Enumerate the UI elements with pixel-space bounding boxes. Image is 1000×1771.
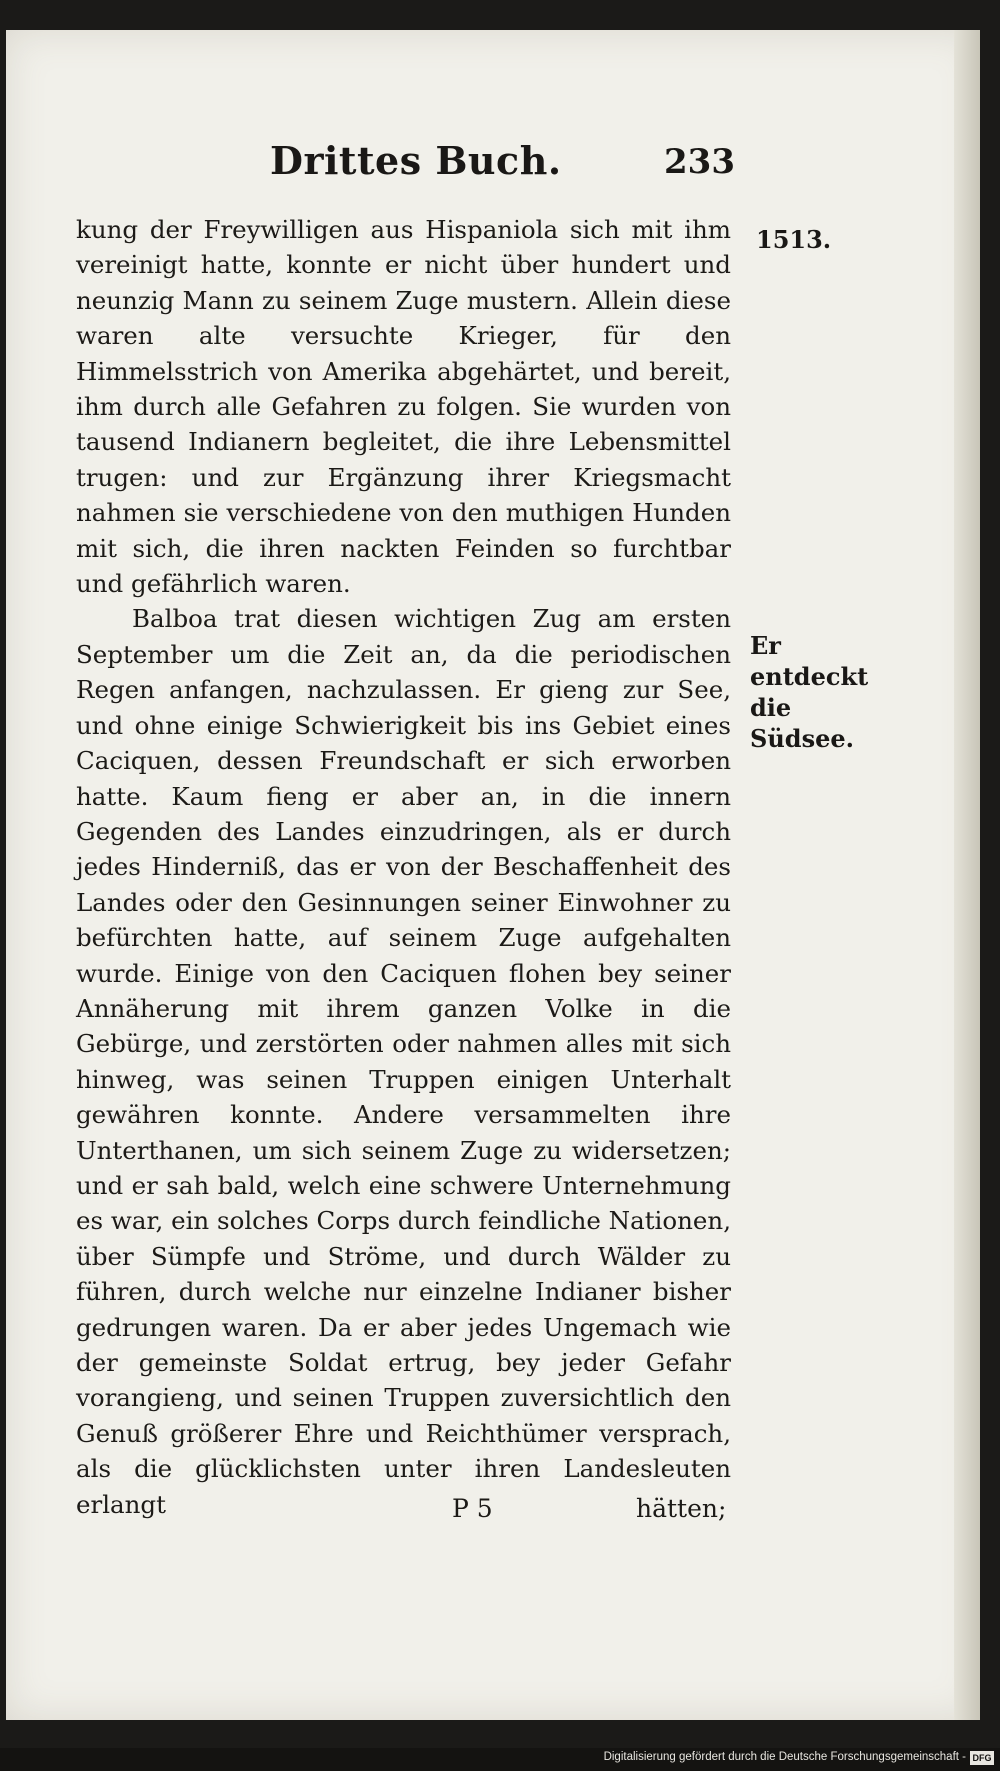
page-spine-shadow — [954, 30, 980, 1720]
margin-note-discovery: Er entdeckt die Südsee. — [750, 631, 869, 753]
paragraph-1: kung der Freywilligen aus Hispaniola sich mit ihm vereinigt hatte, konnte er nicht über hundert und neunzig Mann zu seinem Zuge mustern. Allein diese waren alte versuchte Krieger, für den Himmelsstrich von Amerika abgehärtet, und bereit, ihm durch alle Gefahren zu folgen. Sie wurden von tausend Indianern begleitet, die ihre Lebensmittel trugen: und zur Ergänzung ihrer Kriegsmacht nahmen sie verschiedene von den muthigen Hunden mit sich, die ihren nackten Feinden so furchtbar und gefährlich waren. — [76, 215, 731, 599]
dfg-logo: DFG — [970, 1751, 994, 1765]
attribution-text: Digitalisierung gefördert durch die Deutsche Forschungsgemeinschaft - — [603, 1751, 966, 1763]
page-number: 233 — [664, 142, 735, 182]
paragraph-2: Balboa trat diesen wichtigen Zug am ersten September um die Zeit an, da die periodischen Regen anfangen, nachzulassen. Er gieng zur See, und ohne einige Schwierigkeit bis ins Gebiet eines Caciquen, dessen Freundschaft er sich erworben hatte. Kaum fieng er aber an, in die innern Gegenden des Landes einzudringen, als er durch jedes Hinderniß, das er von der Beschaffenheit des Landes oder den Gesinnungen seiner Einwohner zu befürchten hatte, auf seinem Zuge aufgehalten wurde. Einige von den Caciquen flohen bey seiner Annäherung mit ihrem ganzen Volke in die Gebürge, und zerstörten oder nahmen alles mit sich hinweg, was seinen Truppen einigen Unterhalt gewähren konnte. Andere versammelten ihre Unterthanen, um sich seinem Zuge zu widersetzen; und er sah bald, welch eine schwere Unternehmung es war, ein solches Corps durch feindliche Nationen, über Sümpfe und Ströme, und durch Wälder zu führen, durch welche nur einzelne Indianer bisher gedrungen waren. Da er aber jedes Ungemach wie der gemeinste Soldat ertrug, bey jeder Gefahr vorangieng, und seinen Truppen zuversichtlich den Genuß größerer Ehre und Reichthümer versprach, als die glücklichsten unter ihren Landesleuten erlangt — [76, 604, 731, 1519]
signature-mark: P 5 — [452, 1494, 493, 1523]
running-head-title: Drittes Buch. — [270, 138, 562, 183]
main-text-block — [76, 212, 731, 1522]
catchword: hätten; — [636, 1494, 727, 1523]
margin-note-year: 1513. — [756, 225, 832, 254]
